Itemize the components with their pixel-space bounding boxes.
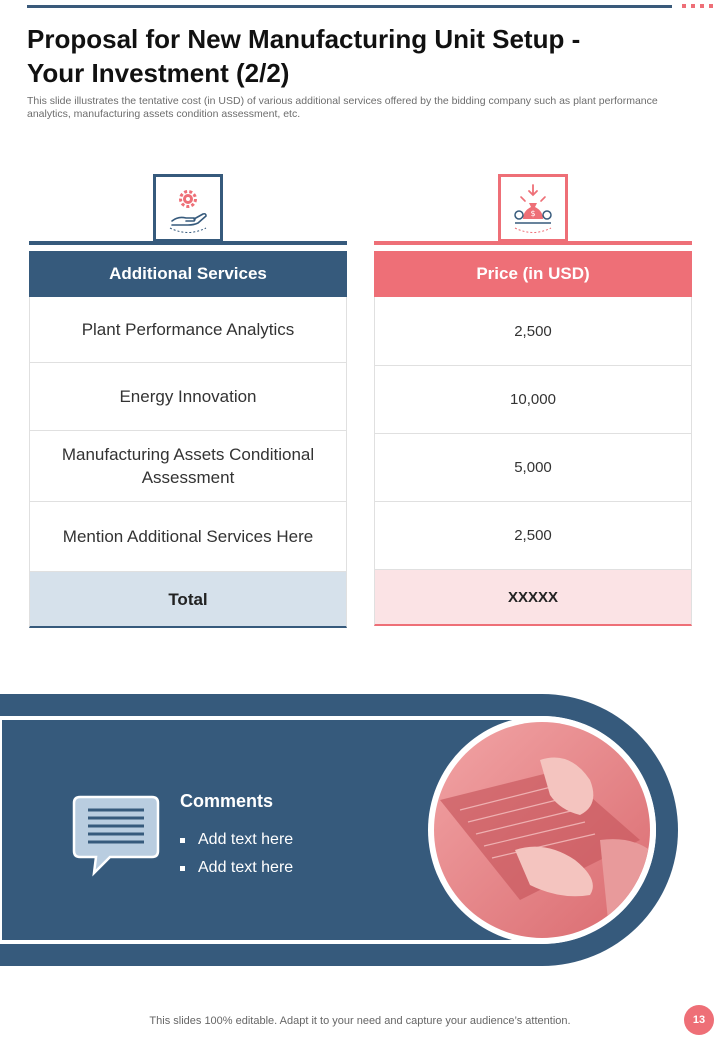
service-cell: Energy Innovation xyxy=(29,363,347,431)
page-title: Proposal for New Manufacturing Unit Setup - Your Investment (2/2) xyxy=(27,24,581,88)
comments-title: Comments xyxy=(180,791,274,811)
service-cell: Plant Performance Analytics xyxy=(29,297,347,363)
total-value: XXXXX xyxy=(374,570,692,626)
services-header: Additional Services xyxy=(29,251,347,297)
comments-list xyxy=(180,826,293,882)
price-cell: 2,500 xyxy=(374,502,692,570)
services-column-rule xyxy=(29,241,347,245)
price-header: Price (in USD) xyxy=(374,251,692,297)
services-icon-box xyxy=(153,174,223,242)
price-table xyxy=(374,251,692,626)
price-cell: 10,000 xyxy=(374,366,692,434)
services-table xyxy=(29,251,347,628)
service-cell: Mention Additional Services Here xyxy=(29,502,347,572)
top-dots-decoration xyxy=(682,4,713,8)
comment-item: Add text here xyxy=(180,826,293,854)
gear-hand-icon xyxy=(156,177,220,239)
service-cell: Manufacturing Assets Conditional Assessment xyxy=(29,431,347,502)
footer-text: This slides 100% editable. Adapt it to your need and capture your audience’s attention. xyxy=(149,1015,571,1027)
page-number: 13 xyxy=(684,1005,714,1035)
price-column-rule xyxy=(374,241,692,245)
total-label: Total xyxy=(29,572,347,628)
price-cell: 5,000 xyxy=(374,434,692,502)
page-subtitle: This slide illustrates the tentative cost (in USD) of various additional services offered by the bidding company such as plant performance analytics, manufacturing assets condition assessment, etc. xyxy=(27,95,658,120)
money-bag-icon xyxy=(501,177,565,239)
price-cell: 2,500 xyxy=(374,297,692,366)
svg-text:$: $ xyxy=(530,209,536,218)
price-icon-box xyxy=(498,174,568,242)
chat-bubble-icon xyxy=(72,795,160,877)
top-rule xyxy=(27,5,672,8)
comment-item: Add text here xyxy=(180,854,293,882)
